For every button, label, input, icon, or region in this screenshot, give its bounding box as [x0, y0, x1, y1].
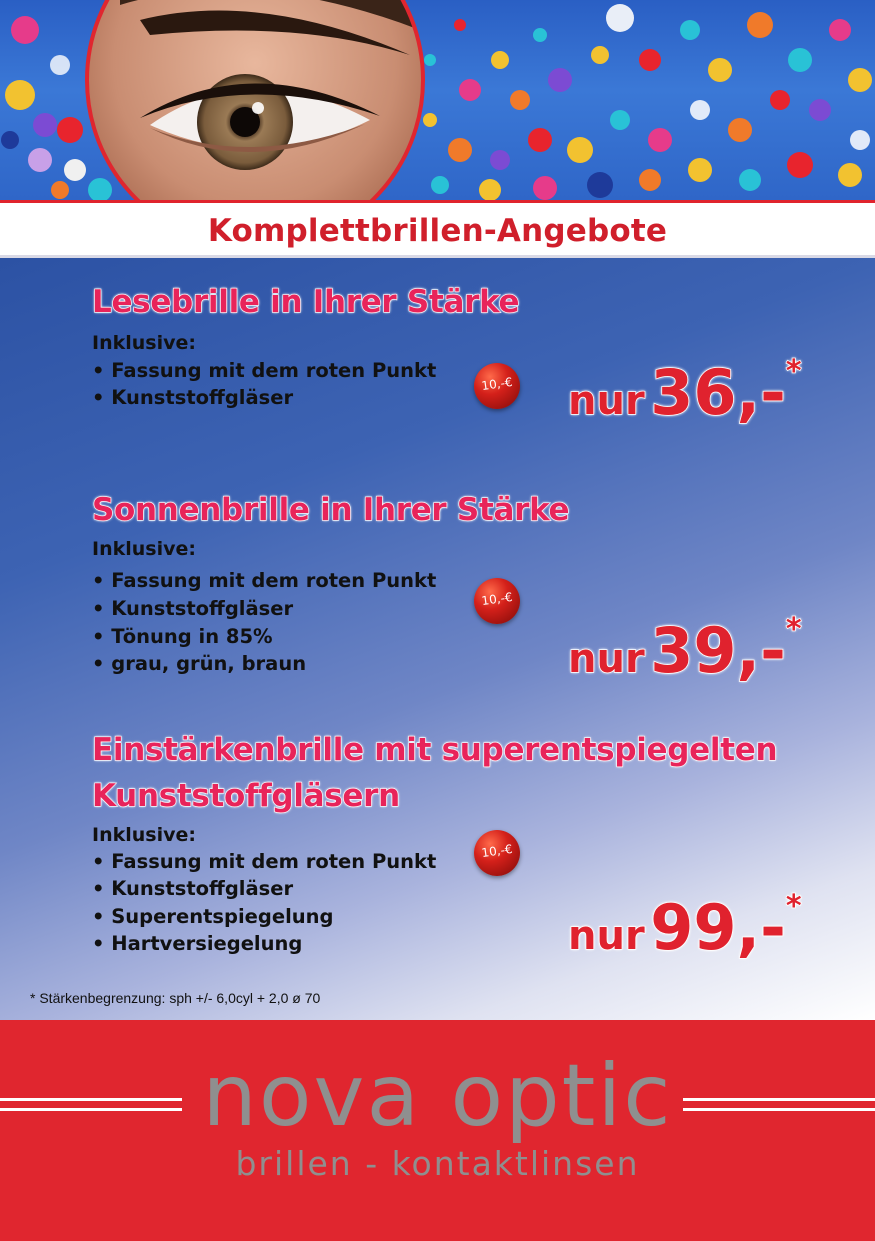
offer-price	[568, 614, 802, 687]
badge-text: 10,-€	[480, 589, 514, 609]
page-title: Komplettbrillen-Angebote	[207, 213, 668, 249]
inclusive-label: Inklusive:	[92, 538, 196, 560]
inclusive-label: Inklusive:	[92, 332, 196, 354]
offer-item: • Superentspiegelung	[92, 905, 334, 928]
offer-item: • Fassung mit dem roten Punkt	[92, 359, 437, 382]
price-prefix: nur	[568, 913, 645, 959]
price-value: 39,-	[650, 614, 786, 687]
offer-title-line1: Einstärkenbrille mit superentspiegelten	[92, 732, 778, 768]
brand-logo-text: nova optic	[202, 1046, 673, 1146]
footnote: * Stärkenbegrenzung: sph +/- 6,0cyl + 2,0 ø 70	[30, 990, 321, 1006]
inclusive-label: Inklusive:	[92, 824, 196, 846]
offer-title: Sonnenbrille in Ihrer Stärke	[92, 492, 570, 528]
price-asterisk: *	[785, 612, 802, 647]
offer-item: • Tönung in 85%	[92, 625, 273, 648]
offer-price	[568, 891, 802, 964]
brand-tagline: brillen - kontaktlinsen	[235, 1144, 640, 1183]
offer-title: Lesebrille in Ihrer Stärke	[92, 284, 520, 320]
price-badge	[474, 363, 520, 409]
price-badge	[474, 578, 520, 624]
price-asterisk: *	[785, 354, 802, 389]
offer-item: • Kunststoffgläser	[92, 597, 294, 620]
offer-item: • Kunststoffgläser	[92, 877, 294, 900]
offer-price	[568, 356, 802, 429]
price-prefix: nur	[568, 636, 645, 682]
badge-text: 10,-€	[480, 374, 514, 394]
brand-footer	[0, 1020, 875, 1241]
price-value: 99,-	[650, 891, 786, 964]
price-badge	[474, 830, 520, 876]
eye-medallion	[87, 0, 423, 200]
offer-item: • Hartversiegelung	[92, 932, 303, 955]
offer-title-line2: Kunststoffgläsern	[92, 778, 400, 814]
offer-item: • grau, grün, braun	[92, 652, 307, 675]
offers-panel	[0, 258, 875, 1020]
hero-image	[0, 0, 875, 200]
badge-text: 10,-€	[480, 841, 514, 861]
offer-item: • Fassung mit dem roten Punkt	[92, 850, 437, 873]
balloons-illustration	[0, 0, 875, 200]
price-value: 36,-	[650, 356, 786, 429]
offer-item: • Fassung mit dem roten Punkt	[92, 569, 437, 592]
price-asterisk: *	[785, 889, 802, 924]
price-prefix: nur	[568, 378, 645, 424]
title-bar	[0, 200, 875, 258]
offer-item: • Kunststoffgläser	[92, 386, 294, 409]
